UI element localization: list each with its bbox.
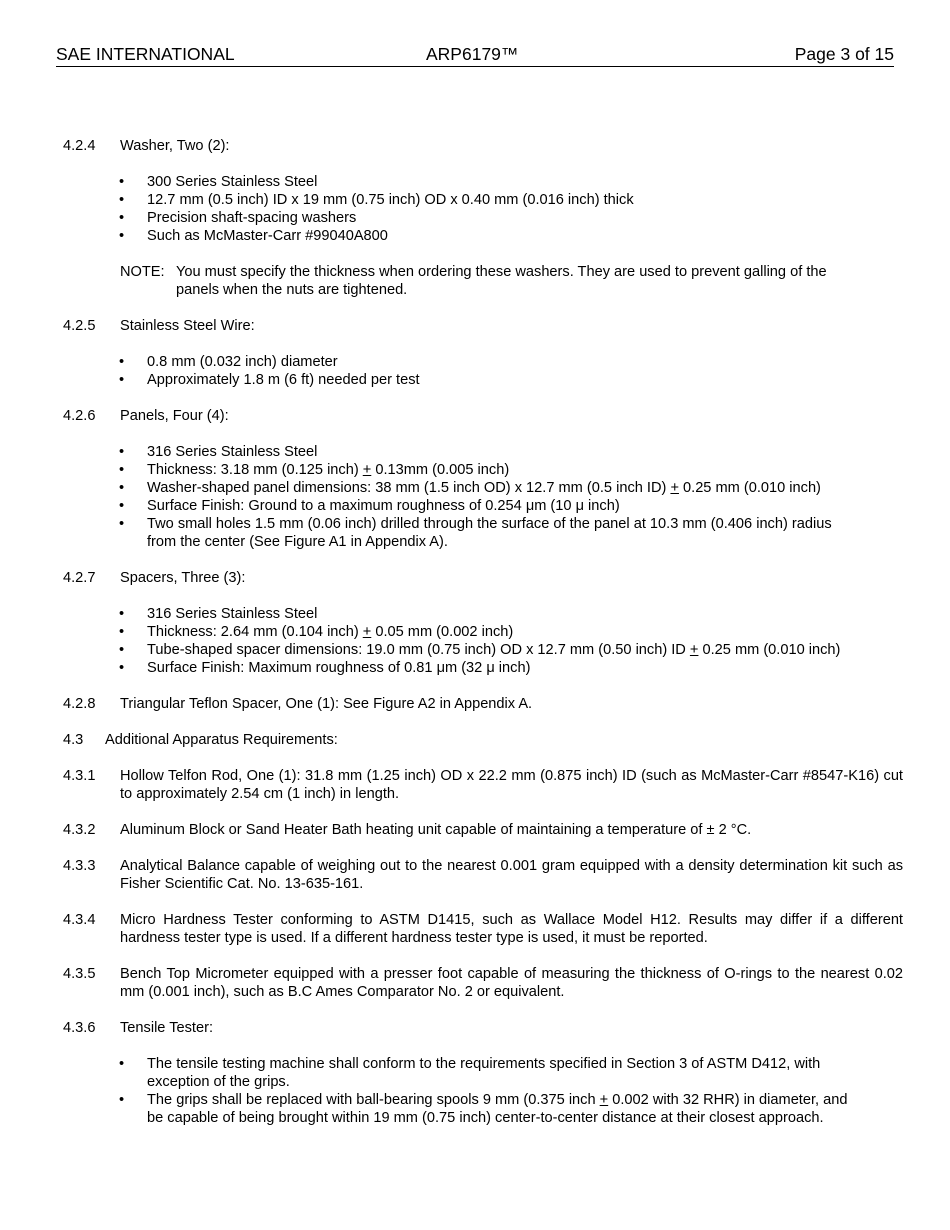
section-text: Hollow Telfon Rod, One (1): 31.8 mm (1.25 inch) OD x 22.2 mm (0.875 inch) ID (such as McMaster-Carr #8547-K16) cut to approximately 2.54 cm (1 inch) in length. [120, 768, 903, 802]
section-4-3-4 [63, 911, 903, 947]
section-text: Bench Top Micrometer equipped with a presser foot capable of measuring the thickness of O-rings to the nearest 0.02 mm (0.001 inch), such as B.C Ames Comparator No. 2 or equivalent. [120, 966, 903, 1000]
section-4-3-2 [63, 821, 903, 839]
section-number: 4.3.2 [63, 822, 96, 838]
section-number: 4.2.8 [63, 696, 96, 712]
section-heading: Additional Apparatus Requirements: [105, 732, 338, 748]
section-number: 4.3.4 [63, 912, 96, 928]
section-4-2-4 [63, 137, 903, 155]
section-title: Spacers, Three (3): [120, 570, 246, 586]
section-number: 4.2.5 [63, 318, 96, 334]
note-label: NOTE: [120, 264, 165, 280]
list-item: • The tensile testing machine shall conform to the requirements specified in Section 3 of ASTM D412, with exception of the grips. [147, 1055, 903, 1091]
header-page-number: Page 3 of 15 [794, 44, 894, 64]
section-4-2-5 [63, 317, 903, 335]
washer-note [120, 263, 903, 299]
list-item: • Surface Finish: Ground to a maximum roughness of 0.254 μm (10 μ inch) [147, 497, 903, 515]
section-4-2-8 [63, 695, 903, 713]
section-title: Stainless Steel Wire: [120, 318, 255, 334]
section-number: 4.3.6 [63, 1020, 96, 1036]
section-title: Panels, Four (4): [120, 408, 229, 424]
section-number: 4.3.5 [63, 966, 96, 982]
section-4-2-7 [63, 569, 903, 587]
section-number: 4.2.6 [63, 408, 96, 424]
header-organization: SAE INTERNATIONAL [56, 44, 235, 64]
spacer-list [63, 605, 903, 677]
list-item: • The grips shall be replaced with ball-bearing spools 9 mm (0.375 inch + 0.002 with 32 RHR) in diameter, and be capable of being brought within 19 mm (0.75 inch) center-to-center distance at their closest approach. [147, 1091, 903, 1127]
list-item: • 300 Series Stainless Steel [147, 173, 903, 191]
tensile-tester-list [63, 1055, 903, 1127]
section-4-3-1 [63, 767, 903, 803]
note-text-line2: panels when the nuts are tightened. [176, 282, 408, 298]
list-item: • Approximately 1.8 m (6 ft) needed per test [147, 371, 903, 389]
list-item: • 316 Series Stainless Steel [147, 605, 903, 623]
section-number: 4.3 [63, 732, 84, 748]
section-text: Micro Hardness Tester conforming to ASTM D1415, such as Wallace Model H12. Results may differ if a different hardness tester type is used. If a different hardness tester type is used, it must be reported. [120, 912, 903, 946]
washer-list [63, 173, 903, 245]
panel-list [63, 443, 903, 551]
section-number: 4.2.4 [63, 138, 96, 154]
section-number: 4.2.7 [63, 570, 96, 586]
section-text: Triangular Teflon Spacer, One (1): See Figure A2 in Appendix A. [120, 696, 533, 712]
list-item: • Thickness: 3.18 mm (0.125 inch) + 0.13mm (0.005 inch) [147, 461, 903, 479]
list-item: • Two small holes 1.5 mm (0.06 inch) drilled through the surface of the panel at 10.3 mm (0.406 inch) radius from the center (See Figure A1 in Appendix A). [147, 515, 903, 551]
section-text: Analytical Balance capable of weighing out to the nearest 0.001 gram equipped with a density determination kit such as Fisher Scientific Cat. No. 13-635-161. [120, 858, 903, 892]
note-text-line1: You must specify the thickness when ordering these washers. They are used to prevent galling of the [176, 264, 827, 280]
list-item: • Precision shaft-spacing washers [147, 209, 903, 227]
section-number: 4.3.1 [63, 768, 96, 784]
list-item: • Thickness: 2.64 mm (0.104 inch) + 0.05 mm (0.002 inch) [147, 623, 903, 641]
section-4-3-3 [63, 857, 903, 893]
wire-list [63, 353, 903, 389]
list-item: • 0.8 mm (0.032 inch) diameter [147, 353, 903, 371]
page-header [56, 44, 894, 67]
list-item: • Surface Finish: Maximum roughness of 0.81 μm (32 μ inch) [147, 659, 903, 677]
section-4-3-5 [63, 965, 903, 1001]
section-4-3-6 [63, 1019, 903, 1037]
list-item: • 316 Series Stainless Steel [147, 443, 903, 461]
page-body [63, 137, 903, 1127]
list-item: • Tube-shaped spacer dimensions: 19.0 mm (0.75 inch) OD x 12.7 mm (0.50 inch) ID + 0.25 mm (0.010 inch) [147, 641, 903, 659]
list-item: • Such as McMaster-Carr #99040A800 [147, 227, 903, 245]
section-title: Tensile Tester: [120, 1020, 214, 1036]
list-item: • Washer-shaped panel dimensions: 38 mm (1.5 inch OD) x 12.7 mm (0.5 inch ID) + 0.25 mm (0.010 inch) [147, 479, 903, 497]
section-4-2-6 [63, 407, 903, 425]
section-title: Washer, Two (2): [120, 138, 230, 154]
section-text: Aluminum Block or Sand Heater Bath heating unit capable of maintaining a temperature of ± 2 °C. [120, 822, 752, 838]
section-4-3 [63, 731, 903, 749]
header-document-number: ARP6179™ [426, 44, 519, 64]
section-number: 4.3.3 [63, 858, 96, 874]
list-item: • 12.7 mm (0.5 inch) ID x 19 mm (0.75 inch) OD x 0.40 mm (0.016 inch) thick [147, 191, 903, 209]
